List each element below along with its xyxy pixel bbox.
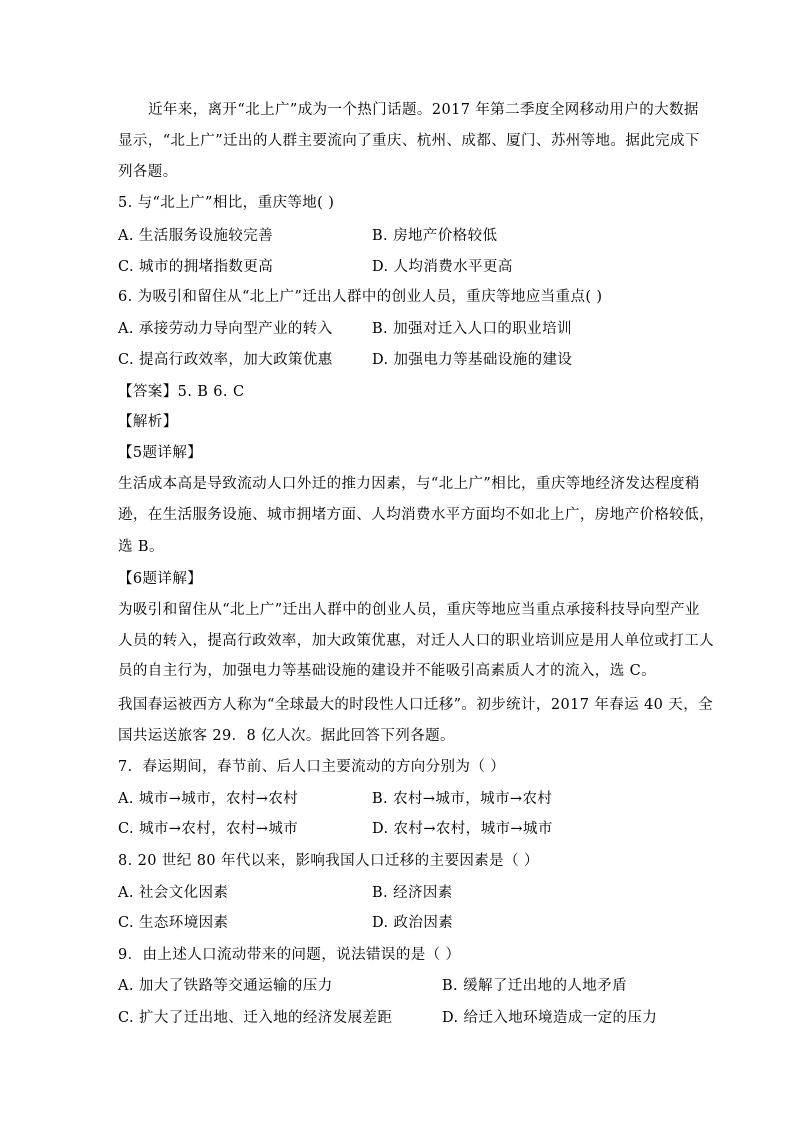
question-9-option-a: A. 加大了铁路等交通运输的压力 bbox=[118, 978, 333, 994]
question-8-option-a: A. 社会文化因素 bbox=[118, 885, 229, 901]
passage2-line2: 国共运送旅客 29．8 亿人次。据此回答下列各题。 bbox=[118, 728, 455, 744]
detail-6-line2: 人员的转入，提高行政效率，加大政策优惠，对迁人人口的职业培训应是用人单位或打工人 bbox=[118, 633, 714, 649]
question-9-option-b: B. 缓解了迁出地的人地矛盾 bbox=[442, 978, 627, 994]
detail-6-line1: 为吸引和留住从“北上广”迁出人群中的创业人员，重庆等地应当重点承接科技导向型产业 bbox=[118, 602, 700, 618]
passage1-line2: 显示，“北上广”迁出的人群主要流向了重庆、杭州、成都、厦门、苏州等地。据此完成下 bbox=[118, 133, 700, 149]
question-9-option-d: D. 给迁入地环境造成一定的压力 bbox=[442, 1010, 658, 1026]
detail-5-line1: 生活成本高是导致流动人口外迁的推力因素，与“北上广”相比，重庆等地经济发达程度稍 bbox=[118, 476, 700, 492]
passage1-line1: 近年来，离开“北上广”成为一个热门话题。2017 年第二季度全网移动用户的大数据 bbox=[148, 102, 699, 118]
question-7-option-c: C. 城市→农村，农村→城市 bbox=[118, 821, 299, 837]
question-8-option-d: D. 政治因素 bbox=[372, 915, 454, 931]
question-6-option-b: B. 加强对迁入人口的职业培训 bbox=[372, 321, 572, 337]
question-5-stem: 5. 与“北上广”相比，重庆等地( ) bbox=[118, 195, 335, 211]
question-7-option-a: A. 城市→城市，农村→农村 bbox=[118, 791, 299, 807]
question-6-option-c: C. 提高行政效率，加大政策优惠 bbox=[118, 352, 333, 368]
analysis-label: 【解析】 bbox=[118, 414, 178, 430]
question-6-stem: 6. 为吸引和留住从“北上广”迁出人群中的创业人员，重庆等地应当重点( ) bbox=[118, 289, 603, 305]
question-9-stem: 9．由上述人口流动带来的问题，说法错误的是（ ） bbox=[118, 947, 461, 963]
question-5-option-a: A. 生活服务设施较完善 bbox=[118, 228, 273, 244]
question-8-option-b: B. 经济因素 bbox=[372, 885, 453, 901]
passage2-line1: 我国春运被西方人称为“全球最大的时段性人口迁移”。初步统计，2017 年春运 40 天，全 bbox=[118, 697, 714, 713]
question-5-option-d: D. 人均消费水平更高 bbox=[372, 259, 513, 275]
detail-5-line2: 逊，在生活服务设施、城市拥堵方面、人均消费水平方面均不如北上广，房地产价格较低， bbox=[118, 507, 714, 523]
answer-line: 【答案】5. B 6. C bbox=[118, 384, 245, 400]
detail-6-line3: 员的自主行为，加强电力等基础设施的建设并不能吸引高素质人才的流入，选 C。 bbox=[118, 663, 657, 679]
detail-5-line3: 选 B。 bbox=[118, 539, 164, 555]
question-6-option-d: D. 加强电力等基础设施的建设 bbox=[372, 352, 573, 368]
question-8-stem: 8. 20 世纪 80 年代以来，影响我国人口迁移的主要因素是（ ） bbox=[118, 853, 539, 869]
question-8-option-c: C. 生态环境因素 bbox=[118, 915, 229, 931]
question-6-option-a: A. 承接劳动力导向型产业的转入 bbox=[118, 321, 333, 337]
detail-6-label: 【6题详解】 bbox=[118, 571, 203, 587]
detail-5-label: 【5题详解】 bbox=[118, 445, 203, 461]
question-5-option-b: B. 房地产价格较低 bbox=[372, 228, 498, 244]
question-7-option-d: D. 农村→农村，城市→城市 bbox=[372, 821, 553, 837]
question-7-option-b: B. 农村→城市，城市→农村 bbox=[372, 791, 553, 807]
question-7-stem: 7．春运期间，春节前、后人口主要流动的方向分别为（ ） bbox=[118, 759, 506, 775]
passage1-line3: 列各题。 bbox=[118, 164, 178, 180]
question-9-option-c: C. 扩大了迁出地、迁入地的经济发展差距 bbox=[118, 1010, 393, 1026]
question-5-option-c: C. 城市的拥堵指数更高 bbox=[118, 259, 274, 275]
